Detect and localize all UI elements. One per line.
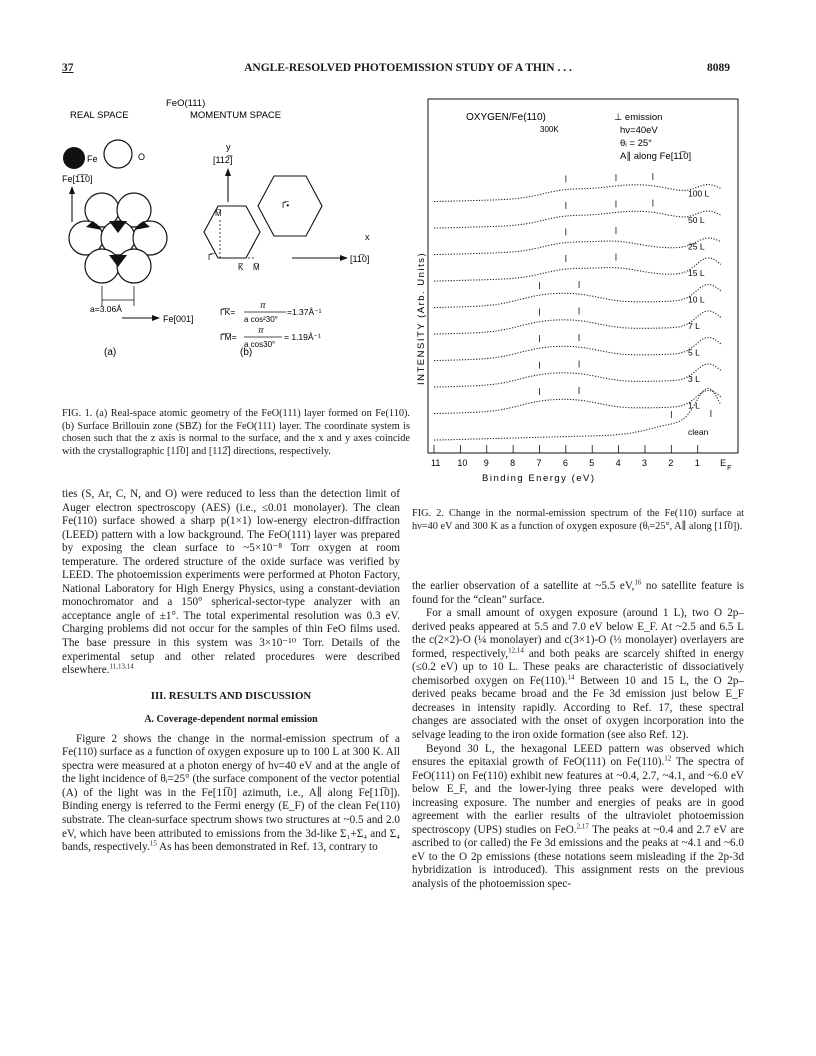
page-number-left: 37: [62, 62, 74, 74]
x-tick-label-5: 6: [562, 458, 568, 468]
lattice-constant-label: a=3.06Å: [90, 304, 122, 314]
sbz-point-m: M̅: [253, 263, 260, 272]
sbz-point-gamma-neighbor: Γ̅•: [282, 201, 290, 210]
chart-xticks-group: [431, 445, 731, 472]
fe-001-arrowhead: [152, 315, 160, 321]
spectrum-series-7: [434, 364, 721, 387]
x-tick-label-4: 7: [536, 458, 542, 468]
x-arrowhead: [340, 255, 348, 261]
chart-annotation-3: A∥ along Fe[11̅0]: [620, 151, 692, 162]
series-label-7: 3 L: [688, 374, 700, 384]
left-para-2: Figure 2 shows the change in the normal-emission spectrum of a Fe(110) surface as a function of oxygen exposure up to 100 L at 300 K. All spectra were measured at a photon energy of hν=40 eV and at the angle of the light incidence of θᵢ=25° (the surface component of the vector potential (A) of the light was in the Fe[11̅0] azimuth, i.e., A∥ along Fe[11̅0]). Binding energy is referred to the Fermi energy (E_F) of the clean Fe(110) substrate. The clean-surface spectrum shows two structures at ~0.5 and 2.0 eV, which have been attributed to emissions from the 3d-like Σ₁+Σ₄ and Σ₄ bands, respectively.$^{15}$ As has been demonstrated in Ref. 13, contrary to: [62, 732, 400, 854]
chart-series-group: [434, 173, 721, 440]
series-label-2: 25 L: [688, 241, 705, 252]
eq-gamma-m-num: π: [258, 325, 264, 335]
left-text-column: [62, 488, 400, 855]
figure-1: [60, 90, 410, 375]
x-axis-label: x: [365, 232, 370, 242]
sbz-hexagon-neighbor: [258, 176, 322, 236]
series-label-9: clean: [688, 427, 709, 437]
eq-gamma-m-lhs: Γ̅M̅=: [220, 332, 237, 342]
sbz-hexagon-center: [204, 206, 260, 258]
spectrum-series-0: [434, 185, 721, 202]
panel-b-label: (b): [240, 347, 253, 358]
x-axis-direction: [11̅0]: [350, 254, 370, 264]
chart-annotation-1: hν=40eV: [620, 125, 658, 136]
chart-annotation-0: ⊥ emission: [614, 112, 663, 123]
x-tick-label-3: 8: [510, 458, 516, 468]
oxygen-atom-cluster: [69, 193, 167, 283]
x-tick-label-9: 2: [668, 458, 674, 468]
x-tick-label-0: 11: [431, 458, 441, 468]
chart-xlabel: Binding Energy (eV): [482, 473, 596, 484]
spectrum-series-6: [434, 337, 721, 360]
series-label-6: 5 L: [688, 347, 700, 358]
fig1-real-space-label: REAL SPACE: [70, 110, 129, 121]
fe-110-arrowhead: [69, 186, 75, 194]
eq-gamma-k-den: a cos²30°: [244, 315, 278, 324]
spectrum-series-4: [434, 284, 721, 307]
left-para-1: ties (S, Ar, C, N, and O) were reduced to less than the detection limit of Auger electron spectroscopy (AES) (i.e., ≤0.01 monolayer). The clean Fe(110) surface showed a sharp p(1×1) low-energy electron-diffraction (LEED) pattern with a low background. The FeO(111) layer was prepared by exposing the clean surface to ~5×10⁻⁸ Torr oxygen at room temperature. The ordered structure of the oxide surface was verified by LEED. The photoemission experiments were performed at Photon Factory, National Laboratory for High Energy Physics, using a constant-deviation monochromator and a 150° spherical-sector-type analyzer with an acceptance angle of ±1°. The total experimental resolution was 0.3 eV. Charging problems did not occur for the samples of thin FeO films used. The base pressure in this system was 3×10⁻¹⁰ Torr. Details of the experimental setup and other related procedures were described elsewhere.$^{11,13,14}$: [62, 488, 400, 677]
x-tick-label-ef: E: [720, 458, 727, 468]
spectrum-series-9: [434, 388, 721, 440]
chart-title: OXYGEN/Fe(110): [466, 112, 546, 123]
page-number-right: 8089: [707, 62, 730, 74]
series-label-5: 7 L: [688, 321, 700, 331]
x-tick-label-ef-sub: F: [727, 465, 732, 472]
y-axis-label: y: [226, 142, 231, 152]
x-tick-label-7: 4: [615, 458, 621, 468]
o-legend-label: O: [138, 152, 146, 162]
spectrum-series-1: [434, 211, 721, 228]
fe-atom-legend-icon: [63, 147, 85, 169]
running-title: ANGLE-RESOLVED PHOTOEMISSION STUDY OF A THIN . . .: [244, 62, 572, 74]
fig1-momentum-space-label: MOMENTUM SPACE: [190, 110, 282, 121]
panel-a-label: (a): [104, 347, 117, 358]
sbz-point-k: K̅: [238, 263, 244, 272]
chart-temperature: 300K: [540, 125, 559, 134]
eq-gamma-k-value: =1.37Å⁻¹: [287, 307, 322, 317]
x-tick-label-1: 10: [457, 458, 468, 468]
right-para-1: the earlier observation of a satellite at ~5.5 eV,$^{16}$ no satellite feature is found for the “clean” surface.: [412, 578, 744, 606]
fe-110-axis-label: Fe[1̅1̅0]: [62, 174, 93, 184]
series-label-4: 10 L: [688, 294, 705, 305]
eq-gamma-m-value: = 1.19Å⁻¹: [284, 332, 321, 342]
spectrum-series-5: [434, 311, 721, 334]
sbz-point-gamma: Γ̅: [208, 253, 213, 262]
y-axis-direction: [112̅]: [213, 155, 233, 165]
subsection-heading: A. Coverage-dependent normal emission: [144, 714, 318, 726]
chart-annotation-2: θᵢ = 25°: [620, 138, 652, 149]
right-para-3: Beyond 30 L, the hexagonal LEED pattern was observed which ensures the epitaxial growth of FeO(111) on Fe(110).$^{12}$ The spectra of FeO(111) on Fe(110) exhibit new features at ~0.4, 2.7, ~4.1, and ~6.0 eV below E_F, and the lower-lying three peaks were developed with increasing exposure. The number and energies of peaks are in good agreement with the earlier results of the ultraviolet photoemission spectroscopy (UPS) studies on FeO.$^{2,17}$ The peaks at ~0.4 and 2.7 eV are ascribed to (or called) the Fe 3d emissions and the peaks at ~4.1 and ~6.0 eV to the O 2p emissions (these notations seem misleading if the 2p-3d hybridization is introduced). This assignment rests on the previous analysis of the photoemission spec-: [412, 742, 744, 891]
o-atom-legend-icon: [104, 140, 132, 168]
eq-gamma-k-lhs: Γ̅K̅=: [220, 307, 236, 317]
sbz-point-m-top: M̅: [215, 209, 222, 218]
x-tick-label-10: 1: [694, 458, 700, 468]
series-label-0: 100 L: [688, 188, 710, 199]
y-arrowhead: [225, 168, 231, 176]
eq-gamma-k-num: π: [260, 300, 266, 310]
fig2-caption: FIG. 2. Change in the normal-emission spectrum of the Fe(110) surface at hν=40 eV and 300 K as a function of oxygen exposure (θᵢ=25°, A∥ along [11̅0]).: [412, 508, 744, 532]
chart-ylabel: INTENSITY (Arb. Units): [416, 251, 427, 385]
fe-001-axis-label: Fe[001]: [163, 314, 194, 324]
fig1-caption: FIG. 1. (a) Real-space atomic geometry of the FeO(111) layer formed on Fe(110). (b) Surface Brillouin zone (SBZ) for the FeO(111) layer. The coordinate system is chosen such that the z axis is normal to the surface, and the x and y axes coincide with the crystallographic [11̅0] and [112̅] directions, respectively.: [62, 408, 410, 457]
series-label-3: 15 L: [688, 268, 705, 278]
right-para-2: For a small amount of oxygen exposure (around 1 L), two O 2p–derived peaks appeared at 5.5 and 7.0 eV below E_F. At ~2.5 and 6.5 L the c(2×2)-O (¼ monolayer) and c(3×1)-O (⅓ monolayer) overlayers are formed, respectively,$^{12,14}$ and both peaks are scarcely shifted in energy (≤0.2 eV) up to 10 L. These peaks are characteristic of dissociatively chemisorbed oxygen on Fe(110).$^{14}$ Between 10 and 15 L, the O 2p–derived peaks became broad and the Fe 3d emission just below E_F decreases in intensity rapidly. According to Ref. 17, these spectral changes are associated with the onset of oxygen incorporation into the selvage leading to the iron oxide formation (see also Ref. 12).: [412, 607, 745, 742]
fig1-top-label: FeO(111): [166, 98, 206, 109]
spectrum-series-8: [434, 390, 721, 413]
x-tick-label-2: 9: [483, 458, 489, 468]
series-label-8: 1 L: [688, 400, 700, 411]
x-tick-label-8: 3: [641, 458, 647, 468]
spectrum-series-3: [434, 258, 721, 281]
x-tick-label-6: 5: [589, 458, 595, 468]
eq-gamma-m-den: a cos30°: [244, 340, 276, 349]
fe-legend-label: Fe: [87, 154, 98, 164]
series-label-1: 50 L: [688, 215, 705, 225]
right-text-column: [412, 580, 744, 892]
spectrum-series-2: [434, 238, 721, 255]
section-heading: III. RESULTS AND DISCUSSION: [150, 689, 312, 702]
figure-2-chart: [410, 95, 746, 495]
